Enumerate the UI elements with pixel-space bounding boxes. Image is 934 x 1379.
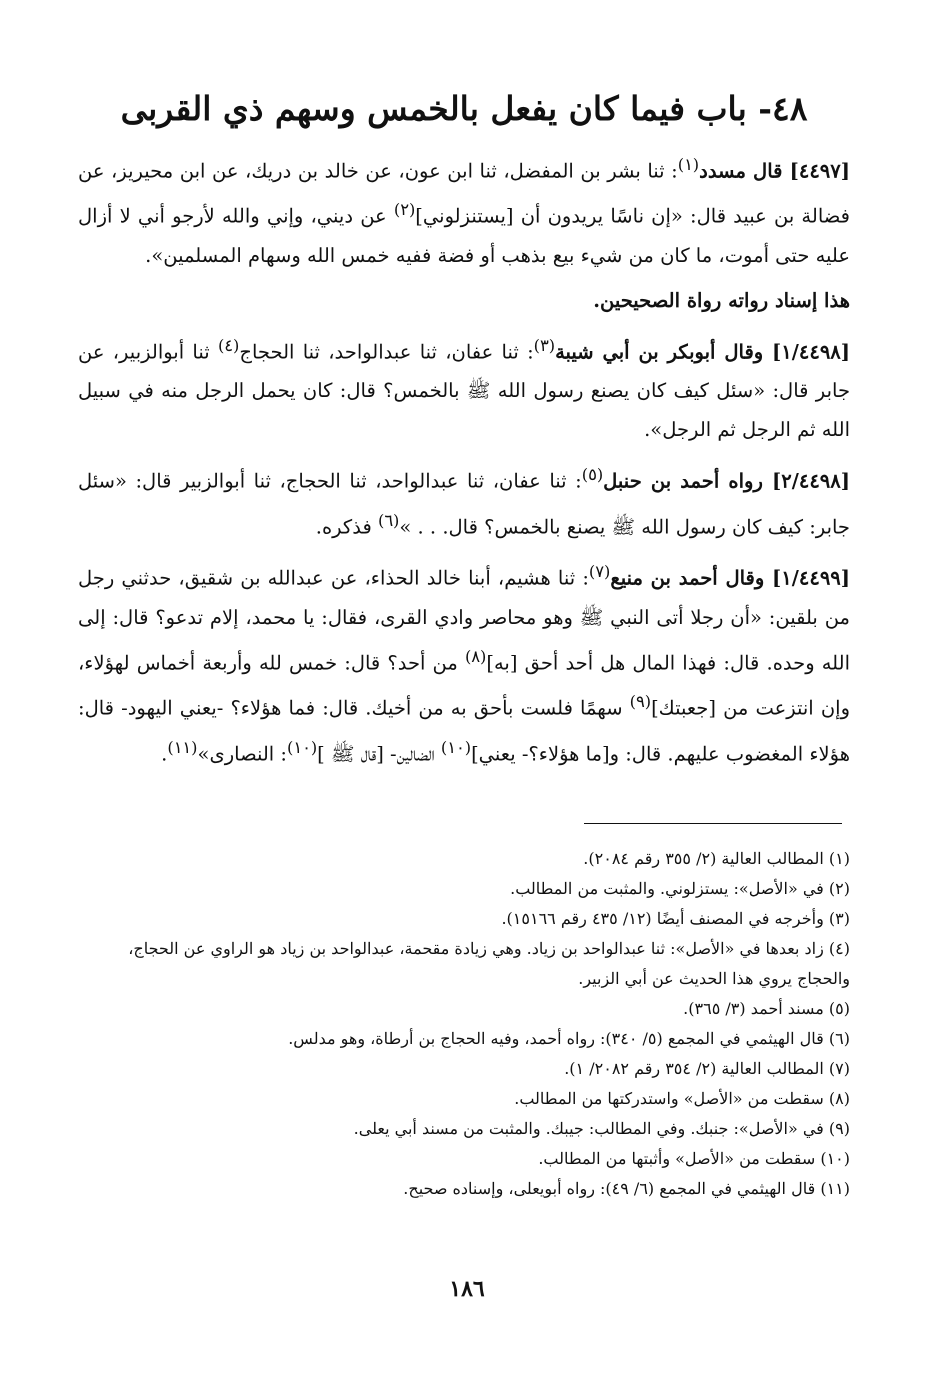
footnote-item: (٥) مسند أحمد (٣/ ٣٦٥). [683,999,850,1019]
hadith-text: : النصارى» [197,742,287,766]
page-number: ١٨٦ [449,1276,485,1302]
footnote-separator [584,823,842,824]
footnote-ref: (١١) [167,737,198,757]
isnad-note: هذا إسناد رواته رواة الصحيحين. [593,288,850,312]
footnote-ref: (١) [677,154,700,174]
hadith-lead: [١/٤٤٩٨] وقال أبوبكر بن أبي شيبة [555,340,851,364]
hadith-lead: [٤٤٩٧] قال مسدد [699,159,850,183]
hadith-text: : ثنا هشيم، أبنا خالد الحذاء، عن عبدالله بن شقيق، حدثني رجل من بلقين: «أن رجلا أتى النبي ﷺ وهو محاصر وادي القرى، فقال: يا محمد، إلام تدعو؟ قال: إلى الله وحده. قال: فهذا المال هل أحد أحق [به] [78,566,851,675]
hadith-lead: [٢/٤٤٩٨] رواه أحمد بن حنبل [603,469,850,493]
footnote-item: (٨) سقطت من «الأصل» واستدركتها من المطالب. [514,1089,850,1109]
footnote-ref: (١٠) [287,737,318,757]
hadith-text: سهمًا فلست بأحق به من أخيك. قال: فما هؤلاء؟ -يعني اليهود- قال: هؤلاء المغضوب عليهم. قال: و[ما هؤلاء؟- يعني] [78,696,850,766]
footnote-ref: (٥) [581,465,604,485]
hadith-lead: [١/٤٤٩٩] وقال أحمد بن منيع [610,566,851,590]
footnote-ref: (٩) [629,692,652,712]
footnote-item: (٦) قال الهيثمي في المجمع (٥/ ٣٤٠): رواه أحمد، وفيه الحجاج بن أرطاة، وهو مدلس. [288,1029,850,1049]
chapter-title: ٤٨- باب فيما كان يفعل بالخمس وسهم ذي القربى [120,89,808,128]
footnote-item: (٢) في «الأصل»: يستزلوني. والمثبت من المطالب. [510,879,850,899]
hadith-4499-1 [78,552,850,773]
hadith-text: الضالين- [قال ﷺ ] [317,742,441,766]
footnote-item: (٤) زاد بعدها في «الأصل»: ثنا عبدالواحد بن زياد. وهي زيادة مقحمة، عبدالواحد بن زياد هو الراوي عن الحجاج، والحجاج يروي هذا الحديث عن أبي الزبير. [128,939,850,989]
hadith-4497 [78,145,850,275]
hadith-text: من أحد؟ قال: خمس لله وأربعة أخماس لهؤلاء، وإن انتزعت من [جعبتك] [78,651,850,720]
hadith-4498-1 [78,326,850,450]
footnote-ref: (١٠) [440,737,472,757]
footnote-item: (٩) في «الأصل»: جنبك. وفي المطالب: جيبك. والمثبت من مسند أبي يعلى. [353,1119,850,1139]
hadith-text: : ثنا عفان، ثنا عبدالواحد، ثنا الحجاج [239,340,534,364]
hadith-text: فذكره. [315,515,378,539]
footnote-item: (٣) وأخرجه في المصنف أيضًا (١٢/ ٤٣٥ رقم ١٥١٦٦). [501,909,850,929]
hadith-text: ثنا أبوالزبير، عن جابر قال: «سئل كيف كان يصنع رسول الله ﷺ بالخمس؟ قال: كان يحمل الرجل منه في سبيل الله ثم الرجل ثم الرجل». [78,340,850,442]
footnote-ref: (٢) [393,200,416,220]
footnote-item: (١٠) سقطت من «الأصل» وأثبتها من المطالب. [538,1149,850,1169]
footnote-ref: (٨) [464,646,487,666]
footnote-ref: (٦) [377,510,400,530]
footnote-item: (١١) قال الهيثمي في المجمع (٦/ ٤٩): رواه أبويعلى، وإسناده صحيح. [403,1179,850,1199]
footnotes [78,844,850,1204]
hadith-text: . [161,742,168,766]
hadith-text: : ثنا بشر بن المفضل، ثنا ابن عون، عن خالد بن دريك، عن ابن محيريز، عن فضالة بن عبيد قال: «إن ناسًا يريدون أن [يستنزلوني] [78,159,850,228]
hadith-4498-2 [78,455,850,546]
footnote-ref: (٣) [533,335,556,355]
footnote-item: (٧) المطالب العالية (٢/ ٣٥٤ رقم ٢٠٨٢/ ١). [564,1059,850,1079]
hadith-text: : ثنا عفان، ثنا عبدالواحد، ثنا الحجاج، ثنا أبوالزبير قال: «سئل جابر: كيف كان رسول الله ﷺ يصنع بالخمس؟ قال. . . » [78,469,850,539]
hadith-text: عن ديني، وإني والله لأرجو أني لا أزال عليه حتى أموت، ما كان من شيء بيع بذهب أو فضة ففيه خمس الله وسهام المسلمين». [78,204,850,267]
footnote-ref: (٤) [217,335,240,355]
footnote-item: (١) المطالب العالية (٢/ ٣٥٥ رقم ٢٠٨٤). [583,849,850,869]
footnote-ref: (٧) [588,562,611,582]
